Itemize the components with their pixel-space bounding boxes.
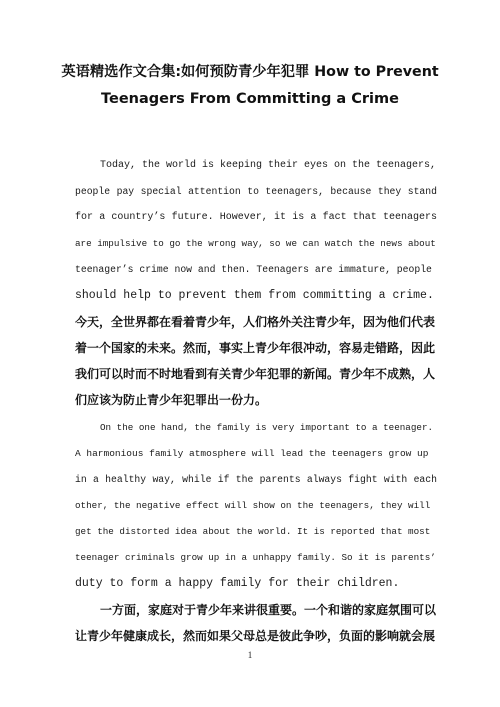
paragraph2-en-line: On the one hand, the family is very important to a teenager.	[100, 422, 434, 433]
title-line-1: 英语精选作文合集:如何预防青少年犯罪 How to Prevent	[61, 64, 439, 80]
title-line-2: Teenagers From Committing a Crime	[101, 91, 399, 107]
paragraph1-en-line: should help to prevent them from committing a crime.	[75, 289, 434, 302]
paragraph1-zh-line: 着一个国家的未来。然而，事实上青少年很冲动，容易走错路，因此	[75, 341, 436, 355]
paragraph2-en-line: teenager criminals grow up in a unhappy family. So it is parents’	[75, 552, 436, 563]
paragraph1-en-line: for a country’s future. However, it is a fact that teenagers	[75, 212, 437, 223]
page-number: 1	[247, 650, 253, 660]
paragraph2-en-line: duty to form a happy family for their children.	[75, 577, 400, 590]
paragraph1-en-line: teenager’s crime now and then. Teenagers are immature, people	[75, 264, 432, 275]
paragraph1-zh-line: 今天，全世界都在看着青少年，人们格外关注青少年，因为他们代表	[75, 315, 436, 329]
paragraph1-zh-line: 们应该为防止青少年犯罪出一份力。	[75, 393, 268, 407]
paragraph2-en-line: A harmonious family atmosphere will lead the teenagers grow up	[75, 448, 429, 459]
paragraph2-en-line: get the distorted idea about the world. It is reported that most	[75, 526, 431, 537]
paragraph1-en-line: Today, the world is keeping their eyes on the teenagers,	[100, 160, 437, 171]
paragraph2-zh-line: 一方面，家庭对于青少年来讲很重要。一个和谐的家庭氛围可以	[100, 603, 437, 617]
paragraph1-en-line: people pay special attention to teenagers, because they stand	[75, 186, 437, 197]
paragraph2-en-line: in a healthy way, while if the parents always fight with each	[75, 474, 437, 485]
paragraph2-zh-line: 让青少年健康成长，然而如果父母总是彼此争吵，负面的影响就会展	[75, 629, 436, 643]
paragraph1-en-line: are impulsive to go the wrong way, so we can watch the news about	[75, 238, 436, 249]
paragraph1-zh-line: 我们可以时而不时地看到有关青少年犯罪的新闻。青少年不成熟，人	[75, 367, 436, 381]
paragraph2-en-line: other, the negative effect will show on the teenagers, they will	[75, 500, 431, 511]
